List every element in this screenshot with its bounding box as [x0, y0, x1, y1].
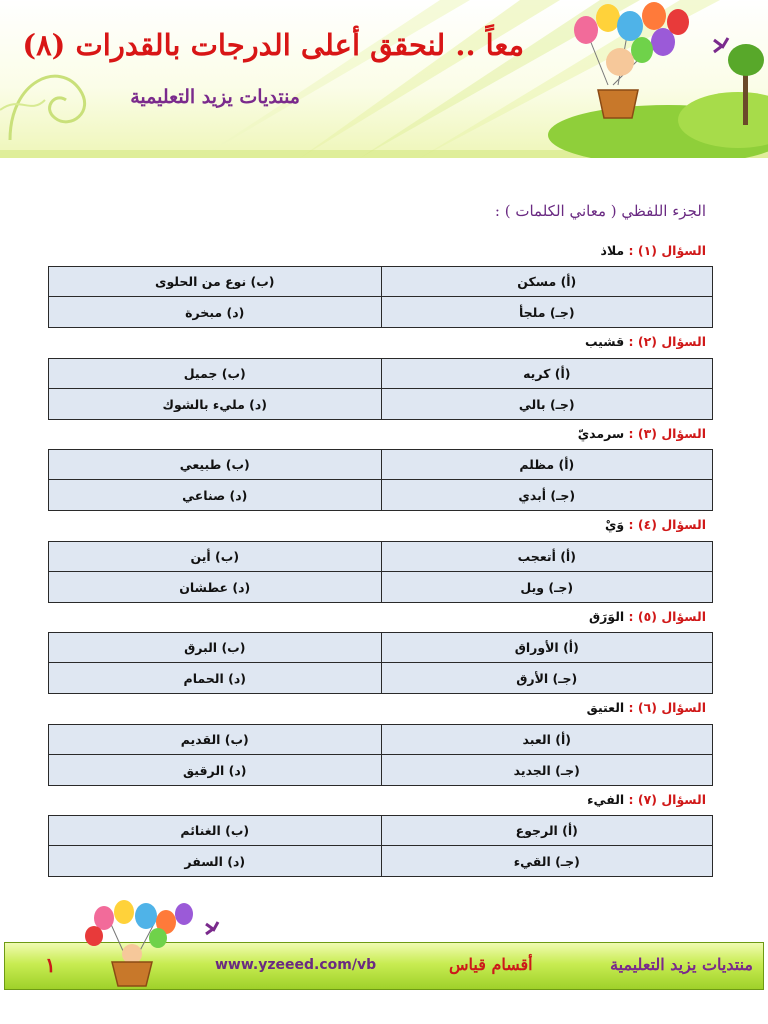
option-a[interactable]: (أ) مظلم — [381, 450, 713, 480]
option-d[interactable]: (د) الرقيق — [183, 762, 247, 778]
option-c[interactable]: (جـ) الأرق — [381, 663, 713, 693]
balloons-basket-icon — [60, 900, 240, 992]
question-label — [587, 792, 706, 807]
option-a[interactable]: (أ) أتعجب — [381, 542, 713, 572]
options-table — [48, 449, 713, 511]
question-number: السؤال (٢) : — [628, 334, 706, 349]
option-a[interactable]: (أ) الرجوع — [381, 816, 713, 846]
option-a[interactable]: (أ) مسكن — [381, 267, 713, 297]
header-banner — [0, 0, 768, 158]
options-table — [48, 632, 713, 694]
option-c[interactable]: (جـ) ويل — [381, 572, 713, 602]
footer-url-link[interactable]: www.yzeeed.com/vb — [215, 957, 377, 973]
option-c[interactable]: (جـ) القيء — [381, 846, 713, 876]
question-word: الفيء — [587, 792, 625, 807]
question-label — [585, 334, 706, 349]
option-c[interactable]: (جـ) ملجأ — [381, 297, 713, 327]
option-c[interactable]: (جـ) الجديد — [381, 755, 713, 785]
section-heading: الجزء اللفظي ( معاني الكلمات ) : — [494, 202, 706, 220]
question-number: السؤال (٥) : — [628, 609, 706, 624]
option-a[interactable]: (أ) الأوراق — [381, 633, 713, 663]
header-subtitle: منتديات يزيد التعليمية — [130, 86, 300, 108]
page-title: معاً .. لنحقق أعلى الدرجات بالقدرات (٨) — [22, 28, 524, 62]
option-d[interactable]: (د) عطشان — [179, 579, 251, 595]
option-d[interactable]: (د) مبخرة — [185, 304, 245, 320]
options-table — [48, 358, 713, 420]
option-b[interactable]: (ب) طبيعي — [49, 450, 381, 480]
balloons-basket-icon — [518, 0, 768, 158]
question-label — [605, 517, 706, 532]
option-b[interactable]: (ب) البرق — [49, 633, 381, 663]
option-d[interactable]: (د) مليء بالشوك — [162, 396, 268, 412]
option-c[interactable]: (جـ) أبدي — [381, 480, 713, 510]
question-word: وَيْ — [604, 517, 625, 532]
option-a[interactable]: (أ) كريه — [381, 359, 713, 389]
question-number: السؤال (١) : — [628, 243, 706, 258]
option-b[interactable]: (ب) الغنائم — [49, 816, 381, 846]
footer-forum-name: منتديات يزيد التعليمية — [610, 955, 753, 974]
option-d[interactable]: (د) الحمام — [183, 670, 246, 686]
question-number: السؤال (٦) : — [628, 700, 706, 715]
question-word: العتيق — [586, 700, 625, 715]
question-label — [578, 426, 706, 441]
option-b[interactable]: (ب) القديم — [49, 725, 381, 755]
option-d[interactable]: (د) صناعي — [182, 487, 248, 503]
options-table — [48, 266, 713, 328]
options-table — [48, 815, 713, 877]
question-word: ملاذ — [600, 243, 625, 258]
option-d[interactable]: (د) السفر — [184, 853, 246, 869]
option-c[interactable]: (جـ) بالي — [381, 389, 713, 419]
page-number: ١ — [45, 953, 56, 977]
option-b[interactable]: (ب) أين — [49, 542, 381, 572]
question-label — [589, 609, 706, 624]
question-number: السؤال (٣) : — [628, 426, 706, 441]
footer-section-link[interactable]: أقسام قياس — [449, 955, 533, 974]
question-label — [587, 700, 706, 715]
question-word: قشيب — [584, 334, 625, 349]
question-label — [601, 243, 706, 258]
option-a[interactable]: (أ) العبد — [381, 725, 713, 755]
option-b[interactable]: (ب) جميل — [49, 359, 381, 389]
question-number: السؤال (٤) : — [628, 517, 706, 532]
question-word: سرمديّ — [577, 426, 625, 441]
options-table — [48, 724, 713, 786]
option-b[interactable]: (ب) نوع من الحلوى — [49, 267, 381, 297]
options-table — [48, 541, 713, 603]
question-word: الوَرَق — [589, 609, 625, 624]
question-number: السؤال (٧) : — [628, 792, 706, 807]
